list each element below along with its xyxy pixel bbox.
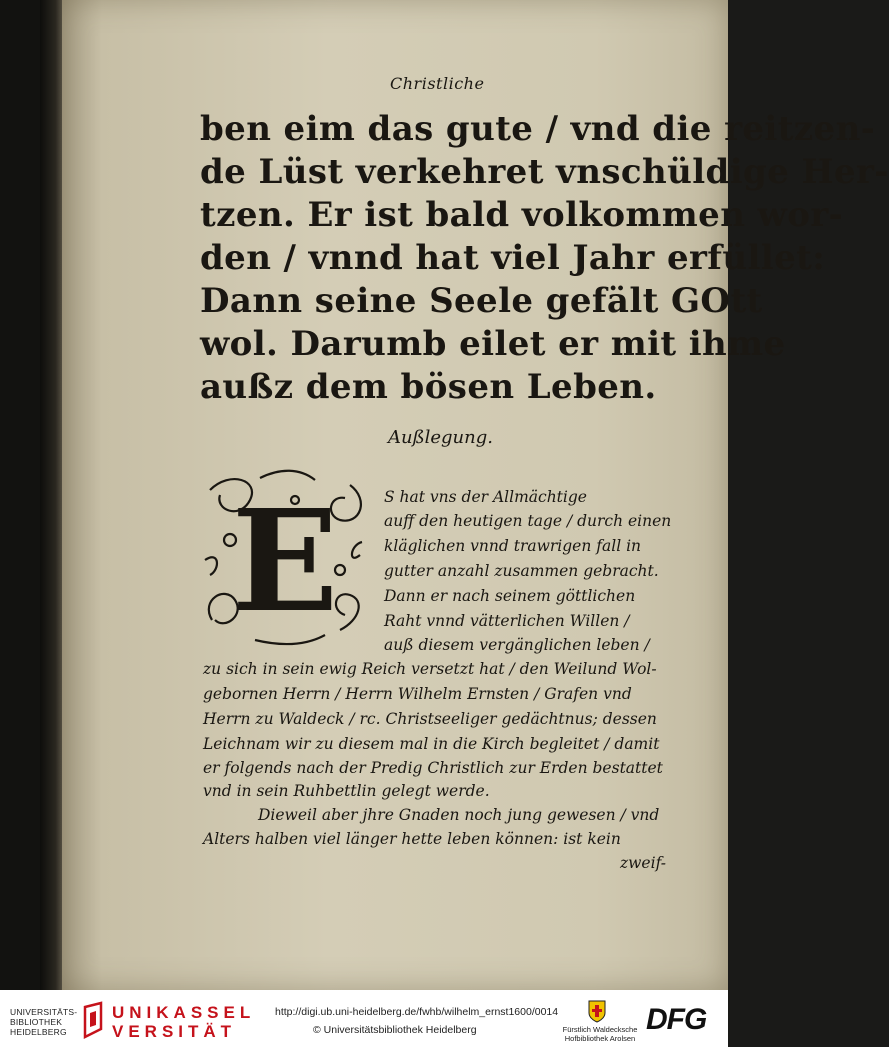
permalink-url[interactable]: http://digi.ub.uni-heidelberg.de/fwhb/wilhelm_ernst1600/0014: [275, 1006, 559, 1018]
body-line-n6: Raht vnnd vätterlichen Willen /: [384, 612, 630, 630]
decorated-initial: [200, 470, 370, 646]
kassel-line-1: UNIKASSEL: [112, 1003, 256, 1022]
heidelberg-line-2: BIBLIOTHEK: [10, 1017, 63, 1027]
verse-line-1: ben eim das gute / vnd die reitzen-: [200, 109, 876, 149]
section-title: Außlegung.: [388, 427, 493, 448]
body-line-n5: Dann er nach seinem göttlichen: [384, 587, 636, 605]
arolsen-crest-icon: [587, 999, 607, 1023]
verse-line-7: außz dem bösen Leben.: [200, 367, 657, 407]
body-line-f2: gebornen Herrn / Herrn Wilhelm Ernsten / Grafen vnd: [203, 685, 632, 703]
arolsen-line-2: Hofbibliothek Arolsen: [564, 1034, 636, 1043]
verse-line-2: de Lüst verkehret vnschüldige Her-: [200, 152, 889, 192]
body-line-f3: Herrn zu Waldeck / rc. Christseeliger gedächtnus; dessen: [203, 710, 657, 728]
kassel-line-2: VERSITÄT: [112, 1022, 237, 1041]
verse-line-5: Dann seine Seele gefält GOtt: [200, 281, 763, 321]
heidelberg-logo-text[interactable]: [10, 1007, 77, 1037]
body-line-n2: auff den heutigen tage / durch einen: [384, 512, 672, 530]
body-line-n3: kläglichen vnnd trawrigen fall in: [384, 537, 642, 555]
heidelberg-seal-icon: [82, 1003, 104, 1037]
heidelberg-line-1: UNIVERSITÄTS-: [10, 1007, 78, 1017]
paragraph2-line-2: Alters halben viel länger hette leben können: ist kein: [203, 830, 621, 848]
body-line-n4: gutter anzahl zusammen gebracht.: [384, 562, 659, 580]
arolsen-line-1: Fürstlich Waldecksche: [562, 1025, 638, 1034]
body-line-f5: er folgends nach der Predig Christlich zur Erden bestattet: [203, 759, 663, 777]
heidelberg-line-3: HEIDELBERG: [10, 1027, 67, 1037]
catchword: zweif-: [620, 854, 666, 872]
running-head: Christliche: [390, 74, 485, 93]
body-line-f1: zu sich in sein ewig Reich versetzt hat / den Weilund Wol-: [203, 660, 657, 678]
kassel-logo-text[interactable]: [112, 1003, 255, 1041]
verse-line-4: den / vnnd hat viel Jahr erfüllet:: [200, 238, 826, 278]
initial-letter: E: [231, 480, 339, 644]
dfg-logo[interactable]: DFG: [646, 1003, 707, 1036]
arolsen-logo-text[interactable]: [560, 1025, 640, 1043]
body-line-f4: Leichnam wir zu diesem mal in die Kirch begleitet / damit: [203, 735, 660, 753]
body-line-f6: vnd in sein Ruhbettlin gelegt werde.: [203, 782, 490, 800]
body-line-n7: auß diesem vergänglichen leben /: [384, 636, 650, 654]
copyright-notice: © Universitätsbibliothek Heidelberg: [313, 1024, 477, 1036]
verse-line-3: tzen. Er ist bald volkommen wor-: [200, 195, 844, 235]
paragraph2-line-1: Dieweil aber jhre Gnaden noch jung gewesen / vnd: [258, 806, 660, 824]
body-line-n1: S hat vns der Allmächtige: [384, 488, 587, 506]
verse-line-6: wol. Darumb eilet er mit ihme: [200, 324, 786, 364]
